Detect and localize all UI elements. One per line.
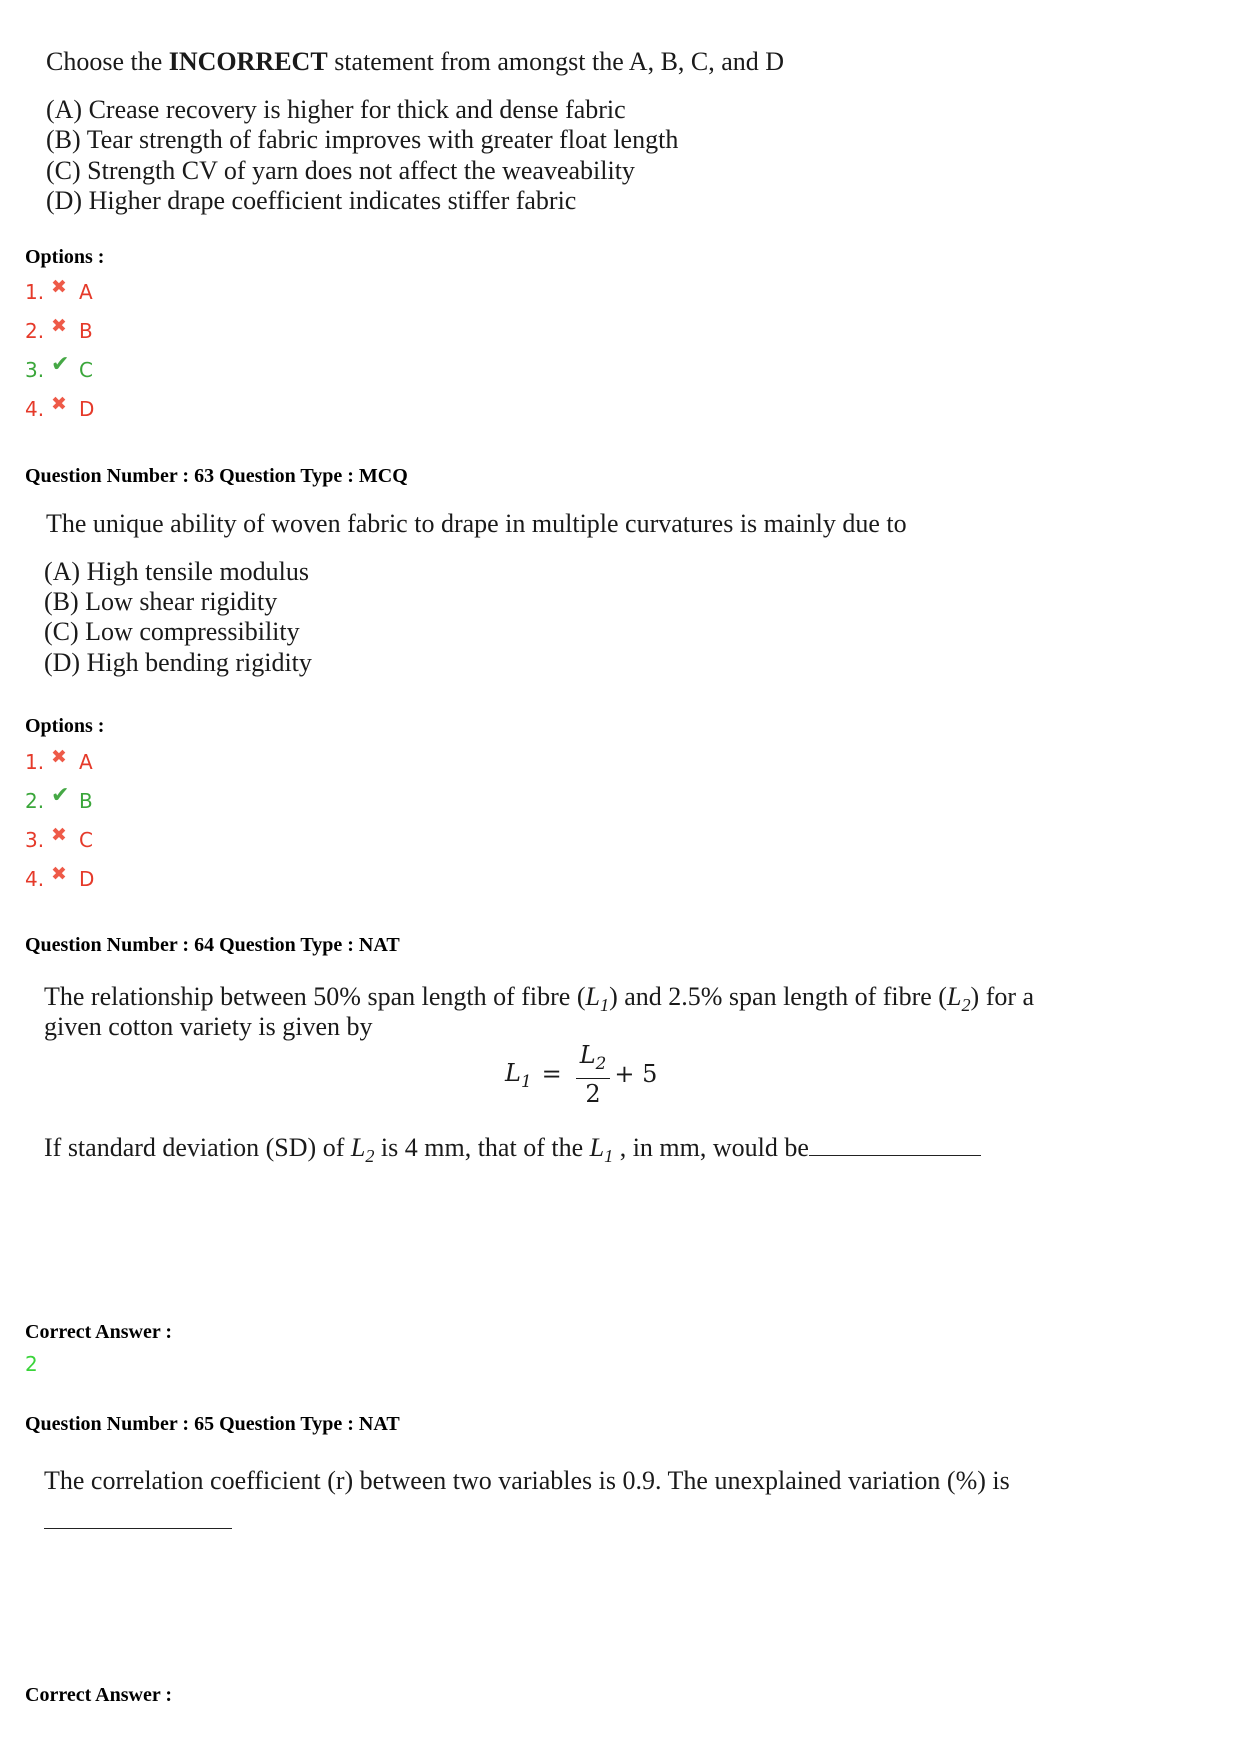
q62-option-4[interactable]: 4. ✖ D [25, 393, 95, 421]
q64-answer-label: Correct Answer : [25, 1321, 172, 1343]
check-icon: ✔ [51, 352, 70, 377]
cross-icon: ✖ [51, 824, 67, 846]
q62-option-2[interactable]: 2. ✖ B [25, 315, 93, 343]
q62-options-label: Options : [25, 246, 105, 268]
q64-question: If standard deviation (SD) of $L_2$ is 4 mm, that of the $L_1$ , in mm, would be [44, 1132, 981, 1172]
cross-icon: ✖ [51, 863, 67, 885]
q63-stem: The unique ability of woven fabric to drape in multiple curvatures is mainly due to [46, 509, 907, 538]
q62-option-1[interactable]: 1. ✖ A [25, 276, 93, 304]
q64-header: Question Number : 64 Question Type : NAT [25, 934, 400, 956]
q62-choice-b: (B) Tear strength of fabric improves with greater float length [46, 125, 679, 154]
q64-answer-value: 2 [25, 1352, 38, 1376]
q62-option-3[interactable]: 3. ✔ C [25, 352, 93, 382]
cross-icon: ✖ [51, 315, 67, 337]
q63-options-label: Options : [25, 715, 105, 737]
q62-choice-c: (C) Strength CV of yarn does not affect the weaveability [46, 156, 635, 185]
q64-equation: $L_1$ = $\frac{L_2}{2}$ + 5 [505, 1041, 658, 1108]
q65-stem: The correlation coefficient (r) between two variables is 0.9. The unexplained variation (%) is [44, 1466, 1010, 1495]
cross-icon: ✖ [51, 276, 67, 298]
q64-stem-line2: given cotton variety is given by [44, 1012, 373, 1041]
q63-option-1[interactable]: 1. ✖ A [25, 746, 93, 774]
q62-choice-d: (D) Higher drape coefficient indicates stiffer fabric [46, 186, 577, 215]
answer-blank [809, 1155, 981, 1156]
q63-choice-b: (B) Low shear rigidity [44, 587, 278, 616]
q63-option-2[interactable]: 2. ✔ B [25, 783, 93, 813]
q62-stem: Choose the INCORRECT statement from amongst the A, B, C, and D [46, 47, 785, 76]
fraction: $\frac{L_2}{2}$ [576, 1040, 611, 1109]
q62-choice-a: (A) Crease recovery is higher for thick and dense fabric [46, 95, 626, 124]
cross-icon: ✖ [51, 746, 67, 768]
q64-stem-line1: The relationship between 50% span length of fibre $(L_1)$ and 2.5% span length of fibre $(L_2)$ for a [44, 982, 1035, 1016]
q65-answer-label: Correct Answer : [25, 1684, 172, 1706]
cross-icon: ✖ [51, 393, 67, 415]
answer-blank [44, 1508, 232, 1529]
check-icon: ✔ [51, 783, 70, 808]
q63-header: Question Number : 63 Question Type : MCQ [25, 465, 408, 487]
q63-option-4[interactable]: 4. ✖ D [25, 863, 95, 891]
q63-choice-a: (A) High tensile modulus [44, 557, 310, 586]
q65-header: Question Number : 65 Question Type : NAT [25, 1413, 400, 1435]
q63-option-3[interactable]: 3. ✖ C [25, 824, 93, 852]
q63-choice-c: (C) Low compressibility [44, 617, 300, 646]
q63-choice-d: (D) High bending rigidity [44, 648, 312, 677]
